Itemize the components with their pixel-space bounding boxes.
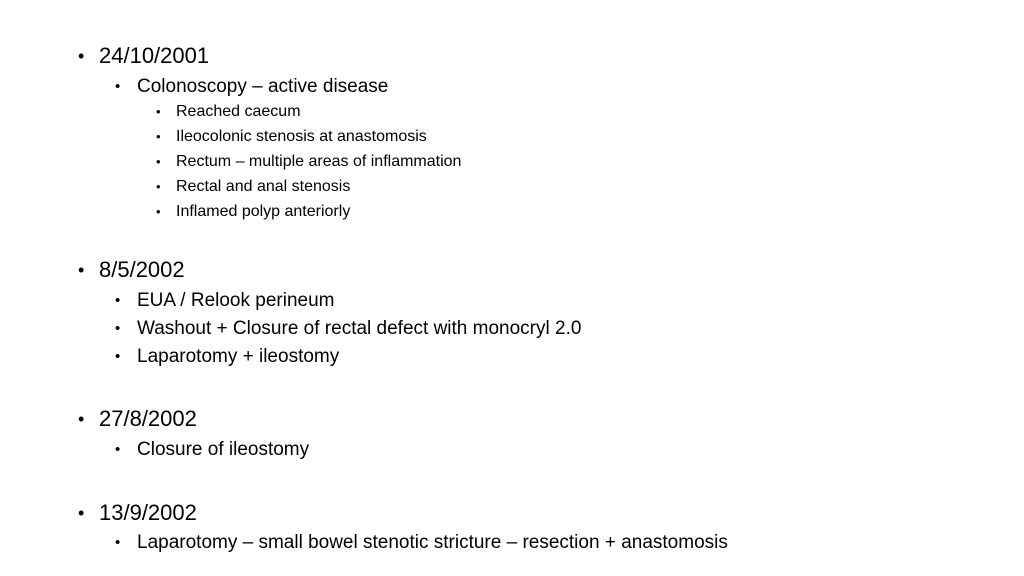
bullet-icon: •	[156, 179, 161, 194]
entry-date	[78, 257, 185, 282]
date-label: 13/9/2002	[99, 500, 197, 525]
entry-item	[115, 532, 728, 553]
bullet-icon: •	[115, 348, 121, 365]
bullet-icon: •	[115, 292, 121, 309]
bullet-icon: •	[156, 154, 161, 169]
entry-subitem	[156, 128, 427, 145]
bullet-icon: •	[156, 104, 161, 119]
date-label: 24/10/2001	[99, 43, 210, 68]
subitem-text: Ileocolonic stenosis at anastomosis	[176, 128, 427, 145]
bullet-icon: •	[115, 534, 121, 551]
bullet-icon: •	[78, 260, 85, 280]
item-text: Closure of ileostomy	[137, 439, 310, 460]
item-text: Washout + Closure of rectal defect with monocryl 2.0	[137, 318, 582, 339]
bullet-icon: •	[156, 129, 161, 144]
bullet-icon: •	[156, 204, 161, 219]
bullet-icon: •	[115, 441, 121, 458]
item-text: Laparotomy – small bowel stenotic stricture – resection + anastomosis	[137, 532, 728, 553]
entry-subitem	[156, 178, 351, 195]
entry-date	[78, 500, 197, 525]
item-text: Laparotomy + ileostomy	[137, 346, 340, 367]
subitem-text: Inflamed polyp anteriorly	[176, 203, 351, 220]
date-label: 8/5/2002	[99, 257, 185, 282]
bullet-icon: •	[78, 503, 85, 523]
entry-item	[115, 346, 340, 367]
subitem-text: Rectum – multiple areas of inflammation	[176, 153, 462, 170]
bullet-icon: •	[78, 46, 85, 66]
bullet-icon: •	[78, 409, 85, 429]
bullet-icon: •	[115, 78, 121, 95]
entry-item	[115, 290, 335, 311]
date-label: 27/8/2002	[99, 406, 197, 431]
entry-date	[78, 406, 197, 431]
item-text: Colonoscopy – active disease	[137, 76, 389, 97]
entry-item	[115, 76, 389, 97]
entry-date	[78, 43, 210, 68]
entry-subitem	[156, 203, 351, 220]
item-text: EUA / Relook perineum	[137, 290, 335, 311]
entry-item	[115, 439, 310, 460]
subitem-text: Reached caecum	[176, 103, 301, 120]
subitem-text: Rectal and anal stenosis	[176, 178, 351, 195]
entry-item	[115, 318, 582, 339]
entry-subitem	[156, 103, 301, 120]
bullet-icon: •	[115, 320, 121, 337]
entry-subitem	[156, 153, 462, 170]
